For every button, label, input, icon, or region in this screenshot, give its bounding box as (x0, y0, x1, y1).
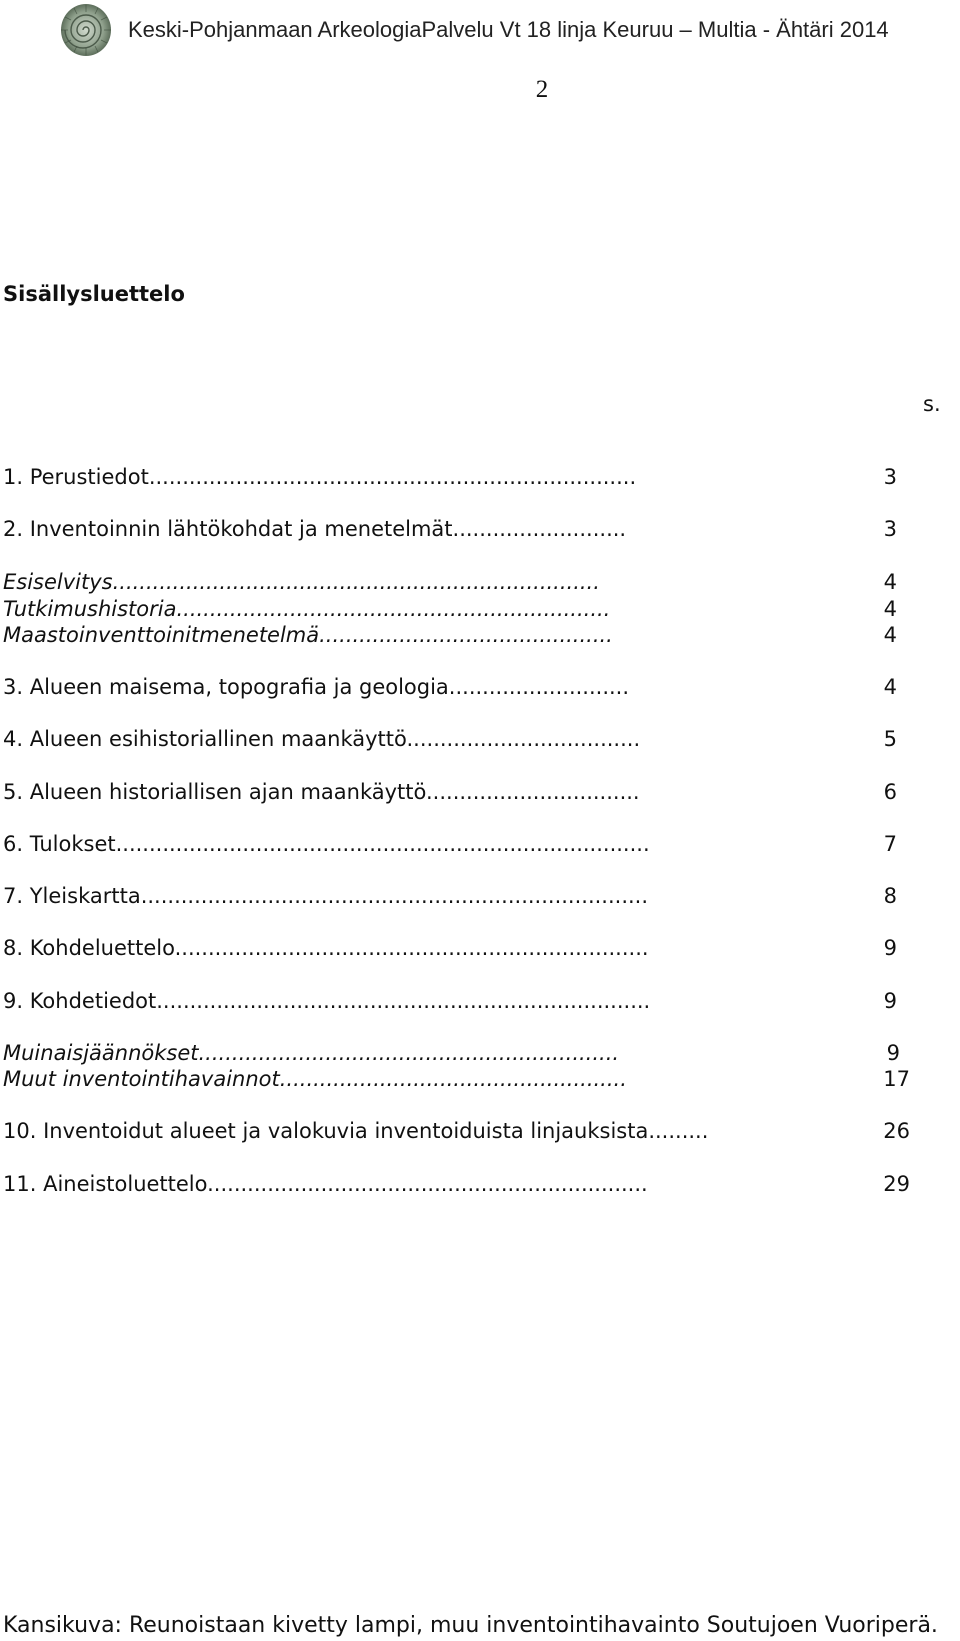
toc-entry-text: 8. Kohdeluettelo....................................................................... (3, 936, 649, 960)
page-column-label: s. (923, 392, 941, 416)
toc-entry (3, 1067, 960, 1094)
toc-entry-text: Muut inventointihavainnot.................................................... (3, 1067, 627, 1091)
toc-entry-text: Tutkimushistoria................................................................. (3, 597, 611, 621)
toc-entry (3, 675, 960, 702)
toc-entry (3, 465, 960, 492)
toc-entry-page: 4 (883, 675, 897, 699)
toc-entry (3, 1119, 960, 1146)
toc-entry-page: 17 (883, 1067, 910, 1091)
toc-entry-page: 6 (883, 780, 897, 804)
toc-entry-text: 6. Tulokset................................................................................ (3, 832, 650, 856)
toc-entry-page: 4 (883, 623, 897, 647)
toc-entry-text: 9. Kohdetiedot.......................................................................... (3, 989, 651, 1013)
cover-caption: Kansikuva: Reunoistaan kivetty lampi, muu inventointihavainto Soutujoen Vuoriperä. (3, 1613, 938, 1638)
toc-entry (3, 1041, 960, 1068)
toc-entry (3, 936, 960, 963)
toc-entry-page: 29 (883, 1172, 910, 1196)
toc-entry-page: 3 (883, 465, 897, 489)
toc-entry-text: 10. Inventoidut alueet ja valokuvia inventoiduista linjauksista......... (3, 1119, 709, 1143)
toc-entry-page: 7 (883, 832, 897, 856)
toc-entry (3, 884, 960, 911)
toc-entry (3, 727, 960, 754)
toc-entry-page: 9 (883, 936, 897, 960)
toc-entry-text: Muinaisjäännökset............................................................... (3, 1041, 620, 1065)
toc-entry (3, 1172, 960, 1199)
toc-entry-page: 3 (883, 517, 897, 541)
toc-entry (3, 517, 960, 544)
toc-entry (3, 570, 960, 597)
toc-entry-page: 5 (883, 727, 897, 751)
toc-entry (3, 597, 960, 624)
toc-entry (3, 832, 960, 859)
toc-entry-text: 5. Alueen historiallisen ajan maankäyttö................................ (3, 780, 640, 804)
document-header-title: Keski-Pohjanmaan ArkeologiaPalvelu Vt 18 linja Keuruu – Multia - Ähtäri 2014 (128, 17, 889, 42)
page-number: 2 (535, 76, 549, 103)
toc-entry-text: 3. Alueen maisema, topografia ja geologia........................... (3, 675, 630, 699)
toc-entry-text: 4. Alueen esihistoriallinen maankäyttö................................... (3, 727, 641, 751)
ammonite-fossil-logo-icon (58, 2, 114, 58)
toc-entry-page: 8 (883, 884, 897, 908)
toc-entry-text: 7. Yleiskartta............................................................................ (3, 884, 649, 908)
toc-title: Sisällysluettelo (3, 282, 185, 306)
toc-entry (3, 989, 960, 1016)
toc-entry (3, 780, 960, 807)
toc-entry-text: 11. Aineistoluettelo.................................................................. (3, 1172, 648, 1196)
toc-entry-text: Esiselvitys......................................................................... (3, 570, 600, 594)
toc-entry-page: 4 (883, 597, 897, 621)
toc-entry-page: 9 (883, 989, 897, 1013)
toc-entry-page: 4 (883, 570, 897, 594)
toc-entry-page: 26 (883, 1119, 910, 1143)
toc-entry (3, 623, 960, 650)
toc-entry-text: Maastoinventtoinitmenetelmä............................................ (3, 623, 613, 647)
toc-entry-text: 1. Perustiedot......................................................................... (3, 465, 637, 489)
toc-entry-page: 9 (886, 1041, 900, 1065)
toc-entry-text: 2. Inventoinnin lähtökohdat ja menetelmät.......................... (3, 517, 627, 541)
